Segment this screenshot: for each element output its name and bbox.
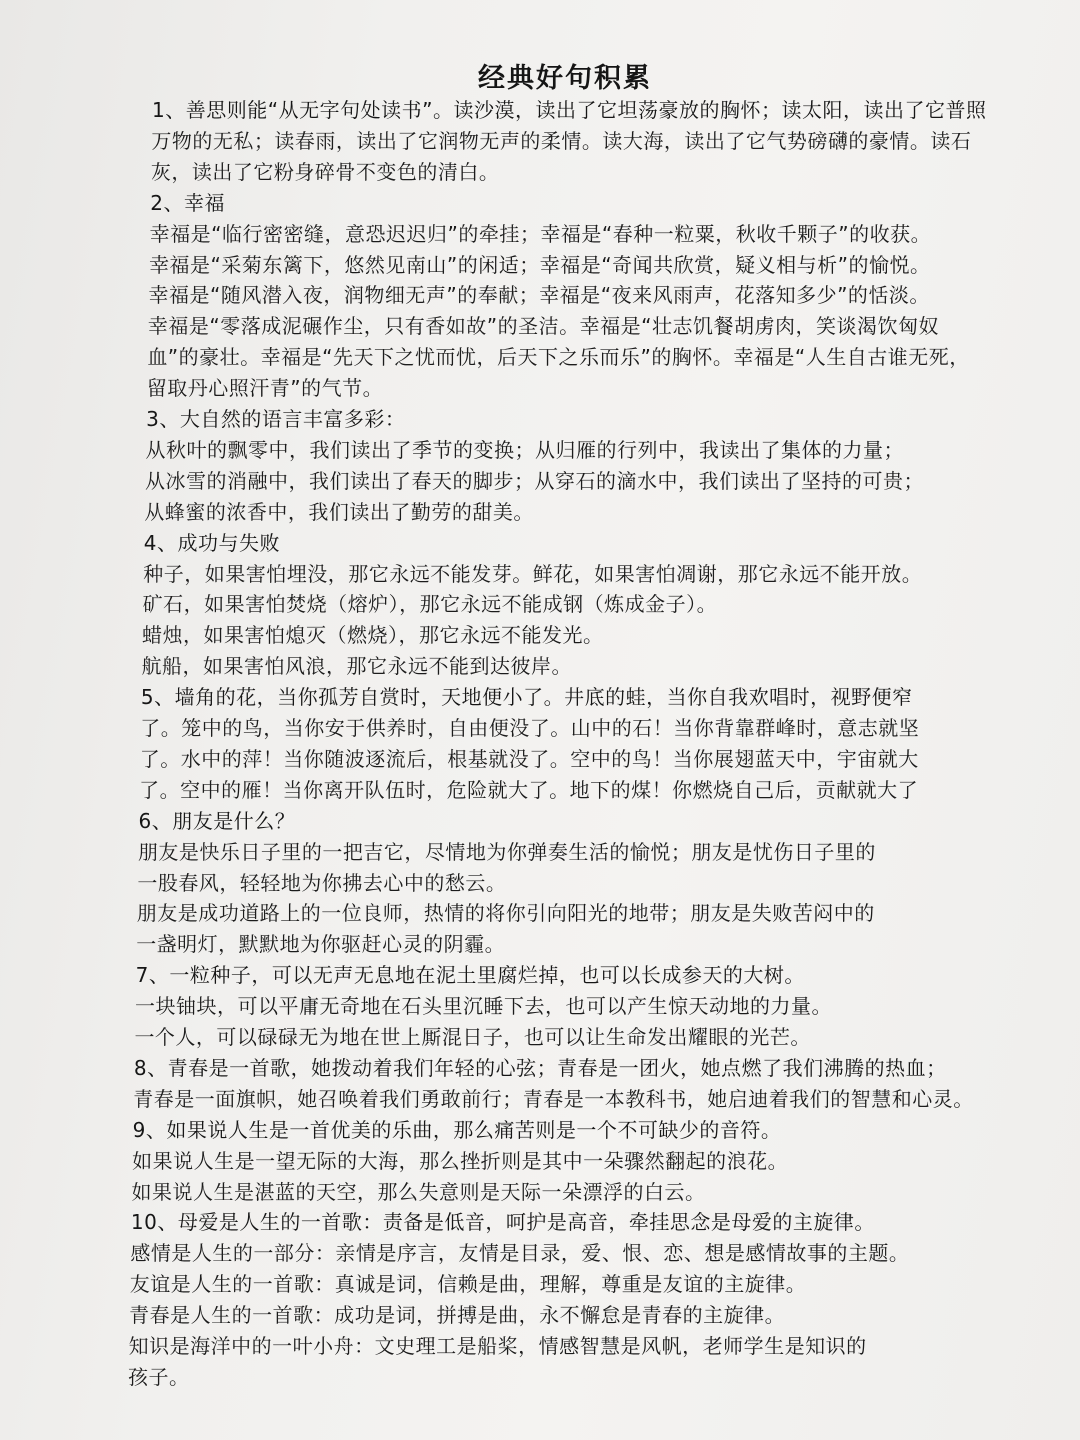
text-line: 从秋叶的飘零中，我们读出了季节的变换；从归雁的行列中，我读出了集体的力量； — [145, 437, 905, 462]
text-line: 航船，如果害怕风浪，那它永远不能到达彼岸。 — [141, 654, 572, 679]
text-line: 幸福是“随风潜入夜，润物细无声”的奉献；幸福是“夜来风雨声，花落知多少”的恬淡。 — [148, 283, 930, 308]
text-line: 朋友是成功道路上的一位良师，热情的将你引向阳光的地带；朋友是失败苦闷中的 — [136, 901, 875, 926]
text-line: 幸福是“采菊东篱下，悠然见南山”的闲适；幸福是“奇闻共欣赏，疑义相与析”的愉悦。 — [149, 252, 931, 277]
section-heading-line: 1、善思则能“从无字句处读书”。读沙漠，读出了它坦荡豪放的胸怀；读太阳，读出了它普照 — [152, 98, 987, 122]
text-line: 从冰雪的消融中，我们读出了春天的脚步；从穿石的滴水中，我们读出了坚持的可贵； — [144, 468, 924, 493]
text-line: 灰，读出了它粉身碎骨不变色的清白。 — [150, 159, 500, 184]
section-heading-line: 4、成功与失败 — [143, 530, 281, 555]
text-line: 朋友是快乐日子里的一把吉它，尽情地为你弹奏生活的愉悦；朋友是忧伤日子里的 — [137, 839, 876, 864]
document-title: 经典好句积累 — [478, 63, 652, 94]
text-line: 了。水中的萍！当你随波逐流后，根基就没了。空中的鸟！当你展翅蓝天中，宇宙就大 — [139, 746, 919, 771]
text-line: 孩子。 — [128, 1364, 190, 1389]
section-heading-line: 2、幸福 — [150, 190, 225, 215]
text-line: 青春是一面旗帜，她召唤着我们勇敢前行；青春是一本教科书，她启迪着我们的智慧和心灵。 — [133, 1086, 974, 1111]
section-heading-line: 3、大自然的语言丰富多彩： — [146, 407, 406, 431]
text-line: 矿石，如果害怕焚烧（熔炉），那它永远不能成钢（炼成金子）。 — [142, 592, 718, 617]
text-line: 从蜂蜜的浓香中，我们读出了勤劳的甜美。 — [144, 499, 534, 524]
text-line: 友谊是人生的一首歌：真诚是词，信赖是曲，理解，尊重是友谊的主旋律。 — [129, 1272, 807, 1297]
text-line: 青春是人生的一首歌：成功是词，拼搏是曲，永不懈怠是青春的主旋律。 — [129, 1303, 786, 1328]
section-heading-line: 9、如果说人生是一首优美的乐曲，那么痛苦则是一个不可缺少的音符。 — [132, 1117, 782, 1142]
text-line: 了。笼中的鸟，当你安于供养时，自由便没了。山中的石！当你背靠群峰时，意志就坚 — [140, 716, 920, 740]
section-heading-line: 6、朋友是什么？ — [138, 808, 296, 833]
section-heading-line: 5、墙角的花，当你孤芳自赏时，天地便小了。井底的蛙，当你自我欢唱时，视野便窄 — [140, 685, 913, 710]
text-line: 一块铀块，可以平庸无奇地在石头里沉睡下去，也可以产生惊天动地的力量。 — [135, 994, 833, 1019]
text-line: 了。空中的雁！当你离开队伍时，危险就大了。地下的煤！你燃烧自己后，贡献就大了 — [139, 777, 919, 802]
text-line: 感情是人生的一部分：亲情是序言，友情是目录，爱、恨、恋、想是感情故事的主题。 — [130, 1241, 910, 1266]
text-line: 知识是海洋中的一叶小舟：文史理工是船桨，情感智慧是风帆，老师学生是知识的 — [128, 1334, 867, 1358]
text-line: 种子，如果害怕埋没，那它永远不能发芽。鲜花，如果害怕凋谢，那它永远不能开放。 — [143, 561, 923, 586]
text-line: 如果说人生是湛蓝的天空，那么失意则是天际一朵漂浮的白云。 — [131, 1179, 706, 1204]
text-line: 蜡烛，如果害怕熄灭（燃烧），那它永远不能发光。 — [142, 623, 604, 648]
text-line: 万物的无私；读春雨，读出了它润物无声的柔情。读大海，读出了它气势磅礴的豪情。读石 — [151, 128, 972, 153]
section-heading-line: 7、一粒种子，可以无声无息地在泥土里腐烂掉，也可以长成参天的大树。 — [135, 963, 805, 988]
text-line: 一个人，可以碌碌无为地在世上厮混日子，也可以让生命发出耀眼的光芒。 — [134, 1025, 811, 1049]
text-line: 血”的豪壮。幸福是“先天下之忧而忧，后天下之乐而乐”的胸怀。幸福是“人生自古谁无死， — [147, 345, 970, 370]
text-line: 一股春风，轻轻地为你拂去心中的愁云。 — [137, 870, 507, 895]
text-line: 幸福是“临行密密缝，意恐迟迟归”的牵挂；幸福是“春种一粒粟，秋收千颗子”的收获。 — [149, 221, 932, 246]
text-line: 留取丹心照汗青”的气节。 — [146, 376, 384, 401]
text-line: 幸福是“零落成泥碾作尘，只有香如故”的圣洁。幸福是“壮志饥餐胡虏肉，笑谈渴饮匈奴 — [147, 314, 939, 339]
section-heading-line: 10、母爱是人生的一首歌：责备是低音，呵护是高音，牵挂思念是母爱的主旋律。 — [130, 1210, 875, 1235]
text-line: 如果说人生是一望无际的大海，那么挫折则是其中一朵骤然翻起的浪花。 — [132, 1148, 789, 1173]
section-heading-line: 8、青春是一首歌，她拨动着我们年轻的心弦；青春是一团火，她点燃了我们沸腾的热血； — [133, 1055, 947, 1080]
text-line: 一盏明灯，默默地为你驱赶心灵的阴霾。 — [136, 932, 506, 957]
